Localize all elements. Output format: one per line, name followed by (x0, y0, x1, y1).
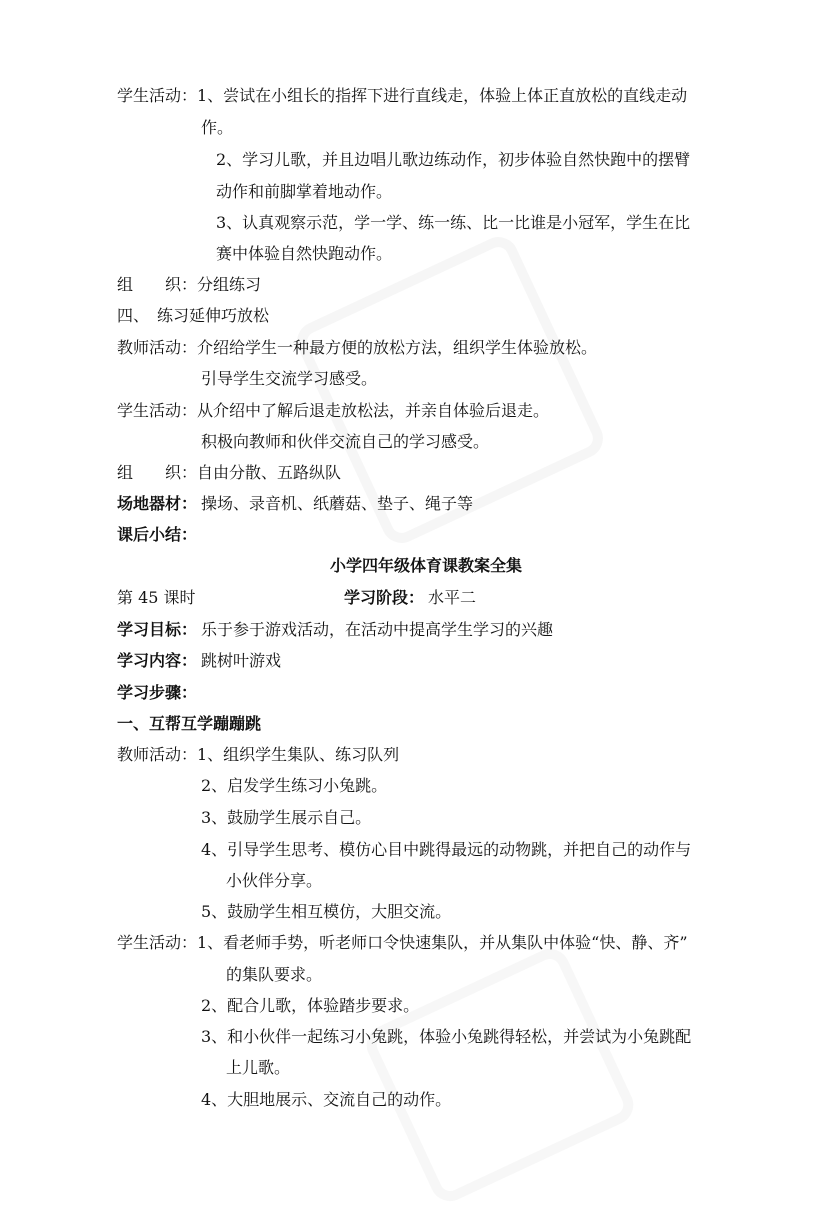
section-heading-4: 四、 练习延伸巧放松 (117, 306, 270, 325)
watermark-icon (360, 942, 640, 1207)
learning-stage-label: 学习阶段： (344, 588, 425, 607)
text-line-3: 2、学习儿歌，并且边唱儿歌边练动作，初步体验自然快跑中的摆臂 (216, 150, 691, 169)
text-line-5: 3、认真观察示范，学一学、练一练、比一比谁是小冠军，学生在比 (216, 213, 691, 232)
student-step-1: 学生活动：1、看老师手势，听老师口令快速集队，并从集队中体验“快、静、齐” (117, 933, 688, 952)
teacher-activity-line: 教师活动：介绍给学生一种最方便的放松方法，组织学生体验放松。 (117, 338, 598, 357)
lesson-number: 第 45 课时 (117, 588, 196, 607)
student-step-4: 4、大胆地展示、交流自己的动作。 (201, 1090, 452, 1109)
learning-goal-value: 乐于参于游戏活动，在活动中提高学生学习的兴趣 (201, 620, 554, 639)
section-heading-1: 一、互帮互学蹦蹦跳 (117, 714, 262, 733)
teacher-step-3: 3、鼓励学生展示自己。 (201, 808, 372, 827)
organization-line: 组 织：自由分散、五路纵队 (117, 463, 342, 482)
student-step-1-cont: 的集队要求。 (226, 965, 323, 984)
learning-stage-value: 水平二 (428, 588, 477, 607)
text-line-6: 赛中体验自然快跑动作。 (216, 244, 393, 263)
teacher-activity-line-2: 引导学生交流学习感受。 (201, 369, 378, 388)
student-step-3-cont: 上儿歌。 (226, 1058, 291, 1077)
learning-content-value: 跳树叶游戏 (201, 651, 282, 670)
student-step-3: 3、和小伙伴一起练习小兔跳，体验小兔跳得轻松，并尝试为小兔跳配 (201, 1027, 692, 1046)
teacher-step-4: 4、引导学生思考、模仿心目中跳得最远的动物跳，并把自己的动作与 (201, 840, 692, 859)
student-activity-line-2: 积极向教师和伙伴交流自己的学习感受。 (201, 432, 490, 451)
student-activity-line: 学生活动：从介绍中了解后退走放松法，并亲自体验后退走。 (117, 401, 550, 420)
student-step-2: 2、配合儿歌，体验踏步要求。 (201, 996, 420, 1015)
equipment-value: 操场、录音机、纸蘑菇、垫子、绳子等 (201, 494, 474, 513)
post-class-summary-label: 课后小结： (117, 525, 198, 544)
teacher-step-4-cont: 小伙伴分享。 (226, 871, 323, 890)
learning-content-label: 学习内容： (117, 651, 198, 670)
text-line-7: 组 织：分组练习 (117, 275, 262, 294)
learning-goal-label: 学习目标： (117, 620, 198, 639)
text-line-1: 学生活动：1、尝试在小组长的指挥下进行直线走，体验上体正直放松的直线走动 (117, 86, 688, 105)
learning-steps-label: 学习步骤： (117, 683, 198, 702)
equipment-label: 场地器材： (117, 494, 198, 513)
document-title: 小学四年级体育课教案全集 (330, 556, 523, 575)
teacher-step-5: 5、鼓励学生相互模仿，大胆交流。 (201, 902, 452, 921)
teacher-step-1: 教师活动：1、组织学生集队、练习队列 (117, 745, 400, 764)
text-line-2: 作。 (201, 118, 234, 137)
teacher-step-2: 2、启发学生练习小兔跳。 (201, 776, 388, 795)
text-line-4: 动作和前脚掌着地动作。 (216, 182, 393, 201)
